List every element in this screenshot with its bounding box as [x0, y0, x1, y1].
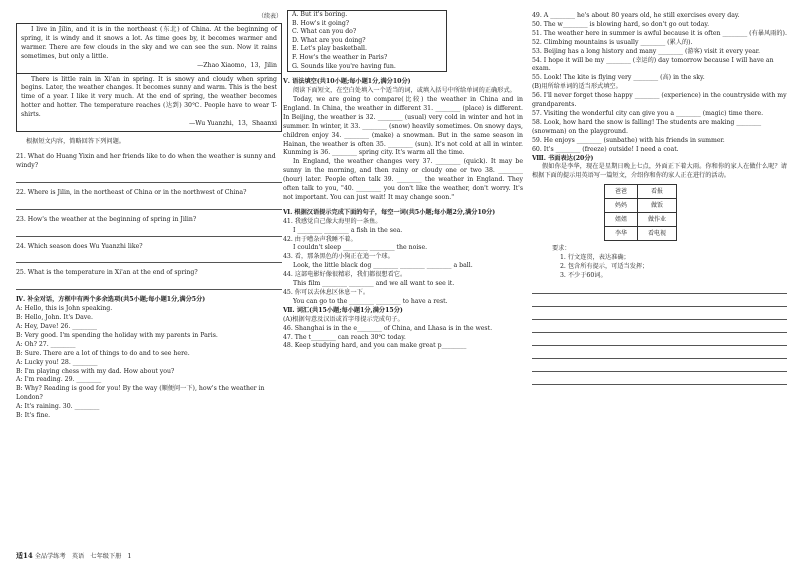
footer-text: 全品学练考 英语 七年级下册 1 [34, 553, 132, 560]
option-f: F. How's the weather in Paris? [292, 53, 388, 61]
translation-cn: 42. 由于嘈杂声我睡不着。 [283, 235, 357, 243]
vocab-item[interactable]: 60. It's ________ (freeze) outside! I need a coat. [532, 145, 679, 153]
translation-en[interactable]: You can go to the ________ ________ to have a rest. [293, 297, 448, 305]
answer-line[interactable] [16, 173, 282, 183]
writing-line[interactable] [532, 346, 787, 359]
option-e: E. Let's play basketball. [292, 45, 367, 53]
dialogue-line: A: Oh? 27. ________ [16, 340, 76, 348]
dialogue-line: A: It's raining. 30. ________ [16, 403, 100, 411]
translation-cn: 44. 这部电影好像很精彩，我们都很想看它。 [283, 271, 407, 279]
vocab-item[interactable]: 49. A ________ he's about 80 years old, he still exercises every day. [532, 12, 740, 19]
translation-en[interactable]: Look, the little black dog ________ ________ ________ a ball. [293, 262, 473, 270]
question-21: 21. What do Huang Yixin and her friends like to do when the weather is sunny and windy? [16, 152, 276, 169]
vocab-item[interactable]: 53. Beijing has a long history and many ________ (游客) visit it every year. [532, 47, 760, 55]
dialogue-line: B: I'm playing chess with my dad. How about you? [16, 367, 175, 375]
dialogue-line: B: Very good. I'm spending the holiday with my parents in Paris. [16, 331, 218, 339]
vocab-item[interactable]: 56. I'll never forget those happy ________ (experience) in the countryside with my grandparents. [532, 92, 787, 109]
vocab-item[interactable]: 57. Visiting the wonderful city can give you a ________ (magic) time there. [532, 109, 764, 117]
cloze-paragraph: Today, we are going to compare(比较) the weather in China and in England. In China, the weather in different 31. ________ (place) is different. In Beijing, the weather is 32. ________ (usual) very cold in winter and hot in summer. In winter, it 33. ________ (snow) heavily sometimes. On snowy days, children enjoy 34. ________ (make) a snowman. But in the same season in Hainan, the weather is often 35. ________ (sun). It's not cold at all in winter. Kunming is 36. ________ spring city. It's warm all the time. [283, 95, 523, 157]
question-25: 25. What is the temperature in Xi'an at the end of spring? [16, 269, 198, 277]
translation-cn: 45. 你可以去休息区休息一下。 [283, 289, 370, 296]
answer-line[interactable] [16, 253, 282, 263]
activity-table [604, 184, 677, 241]
translation-en[interactable]: I ________ ________ a fish in the sea. [293, 226, 403, 234]
dialogue-line: A: Lucky you! 28. ________ [16, 358, 98, 366]
requirements-title: 要求： [552, 245, 571, 253]
dialogue-line: A: I'm reading. 29. ________ [16, 376, 102, 384]
vocab-item[interactable]: 48. Keep studying hard, and you can make great p________ [283, 342, 467, 350]
question-24: 24. Which season does Wu Yuanzhi like? [16, 242, 143, 250]
requirement: 2. 包含所有提示，可适当发挥； [560, 263, 649, 271]
cloze-paragraph: In England, the weather changes very 37. ________ (quick). It may be sunny in the morning, and then rainy or cloudy one or two 38. ________ (hour) later. People often talk 39. ________ the weather in England. They often talk to you, "40. ________ you don't like the weather, don't worry. It's not important. You can just wait! It may change soon." [283, 158, 523, 201]
cloze-header: Ⅴ. 语法填空(共10小题;每小题1分,满分10分) [283, 78, 411, 86]
option-g: G. Sounds like you're having fun. [292, 62, 396, 70]
continued-label: （续表） [257, 13, 282, 20]
vocab-item[interactable]: 54. I hope it will be my ________ (幸运的) day tomorrow because I will have an exam. [532, 56, 774, 73]
writing-line[interactable] [532, 320, 787, 333]
vocab-sub-a: (A)根据句意及汉语或首字母提示完成句子。 [283, 315, 404, 323]
dialogue-line: B: Sure. There are a lot of things to do and to see here. [16, 349, 190, 357]
middle-column [283, 0, 523, 351]
page-footer [16, 551, 131, 561]
vocab-item[interactable]: 55. Look! The kite is flying very ________ (高) in the sky. [532, 74, 705, 82]
option-b: B. How's it going? [292, 19, 350, 27]
dialogue-line: A: Hello, this is John speaking. [16, 305, 113, 313]
footer-number: 适14 [16, 551, 33, 560]
passage-2-author: —Wu Yuanzhi，13，Shaanxi [189, 120, 277, 128]
option-c: C. What can you do? [292, 28, 357, 36]
translation-en[interactable]: This film ________ ________ and we all want to see it. [293, 280, 455, 288]
writing-line[interactable] [532, 281, 787, 294]
vocab-item[interactable]: 51. The weather here in summer is awful because it is often ________ (有暴风雨的). [532, 29, 787, 37]
option-d: D. What are you doing? [292, 36, 366, 44]
table-row: 李华 看电视 [605, 227, 677, 241]
writing-line[interactable] [532, 372, 787, 385]
translation-cn: 41. 我感觉自己像大海里的一条鱼。 [283, 217, 382, 225]
dialogue-line: A: Hey, Dave! 26. ________ [16, 323, 98, 331]
options-box [287, 10, 447, 72]
translation-header: Ⅵ. 根据汉语提示完成下面的句子，每空一词(共5小题;每小题2分,满分10分) [283, 208, 496, 216]
answer-line[interactable] [16, 200, 282, 210]
passage-box [16, 23, 282, 132]
vocab-item[interactable]: 52. Climbing mountains is usually ________ (累人的). [532, 38, 693, 46]
writing-prompt: 假如你是李华，现在是星期日晚上七点，外面正下着大雨。你和你的家人在做什么呢？请根据下面的提示用英语写一篇短文，介绍你和你的家人正在进行的活动。 [532, 163, 787, 180]
requirement: 1. 行文连贯，表达准确； [560, 254, 630, 262]
table-row: 爸爸 看报 [605, 185, 677, 199]
answer-line[interactable] [16, 280, 282, 290]
vocab-item[interactable]: 50. The w________ is blowing hard, so don't go out today. [532, 20, 710, 28]
dialogue-line: B: Why? Reading is good for you! By the way (顺便问一下), how's the weather in London? [16, 385, 265, 402]
question-22: 22. Where is Jilin, in the northeast of China or in the northwest of China? [16, 188, 247, 196]
cloze-instruction: 阅读下面短文，在空白处填入一个适当的词，或填入括号中所给单词的正确形式。 [293, 87, 516, 95]
passage-2: There is little rain in Xi'an in spring. It is snowy and cloudy when spring begins. Later, the weather changes. It becomes sunny and warm. This is the best time of a year. I like it very much. At the end of spring, the weather becomes hotter and hotter. The temperature reaches (达到) 30℃. People have to wear T-shirts. [21, 75, 277, 119]
writing-line[interactable] [532, 333, 787, 346]
translation-en[interactable]: I couldn't sleep ________ ________ the noise. [293, 244, 428, 252]
table-row: 姐姐 做作业 [605, 213, 677, 227]
dialogue-header: Ⅳ. 补全对话，方框中有两个多余选项(共5小题;每小题1分,满分5分) [16, 296, 206, 304]
vocab-item[interactable]: 58. Look, how hard the snow is falling! The students are making ________ (snowman) on the playground. [532, 118, 762, 135]
reading-instruction: 根据短文内容，简略回答下列问题。 [26, 137, 125, 145]
answer-line[interactable] [16, 227, 282, 237]
vocab-item[interactable]: 59. He enjoys ________ (sunbathe) with his friends in summer. [532, 136, 725, 144]
writing-line[interactable] [532, 359, 787, 372]
writing-line[interactable] [532, 294, 787, 307]
vocab-header: Ⅶ. 词汇(共15小题;每小题1分,满分15分) [283, 306, 403, 314]
vocab-item[interactable]: 46. Shanghai is in the e________ of China, and Lhasa is in the west. [283, 324, 493, 332]
dialogue-line: B: It's fine. [16, 412, 51, 420]
requirement: 3. 不少于60词。 [560, 271, 607, 279]
question-23: 23. How's the weather at the beginning of spring in Jilin? [16, 215, 197, 223]
option-a: A. But it's boring. [292, 11, 348, 18]
table-row: 妈妈 做饭 [605, 199, 677, 213]
dialogue-line: B: Hello, John. It's Dave. [16, 314, 93, 322]
vocab-item[interactable]: 47. The t________ can reach 30℃ today. [283, 333, 406, 341]
writing-line[interactable] [532, 307, 787, 320]
writing-header: Ⅷ. 书面表达(20分) [532, 154, 594, 162]
right-column [532, 0, 787, 385]
left-column [16, 0, 282, 421]
passage-1-author: —Zhao Xiaomo，13，Jilin [197, 61, 277, 69]
translation-cn: 43. 看，那条黑色的小狗正在追一个球。 [283, 253, 394, 261]
vocab-sub-b: (B)用所给单词的适当形式填空。 [532, 83, 622, 91]
passage-1: I live in Jilin, and it is in the northeast (东北) of China. At the beginning of spring, it is windy and it snows a lot. As time goes by, it becomes warmer and warmer. There are few clouds in the sky and we can see the sun. Now it rains sometimes, but only a little. [21, 26, 277, 60]
